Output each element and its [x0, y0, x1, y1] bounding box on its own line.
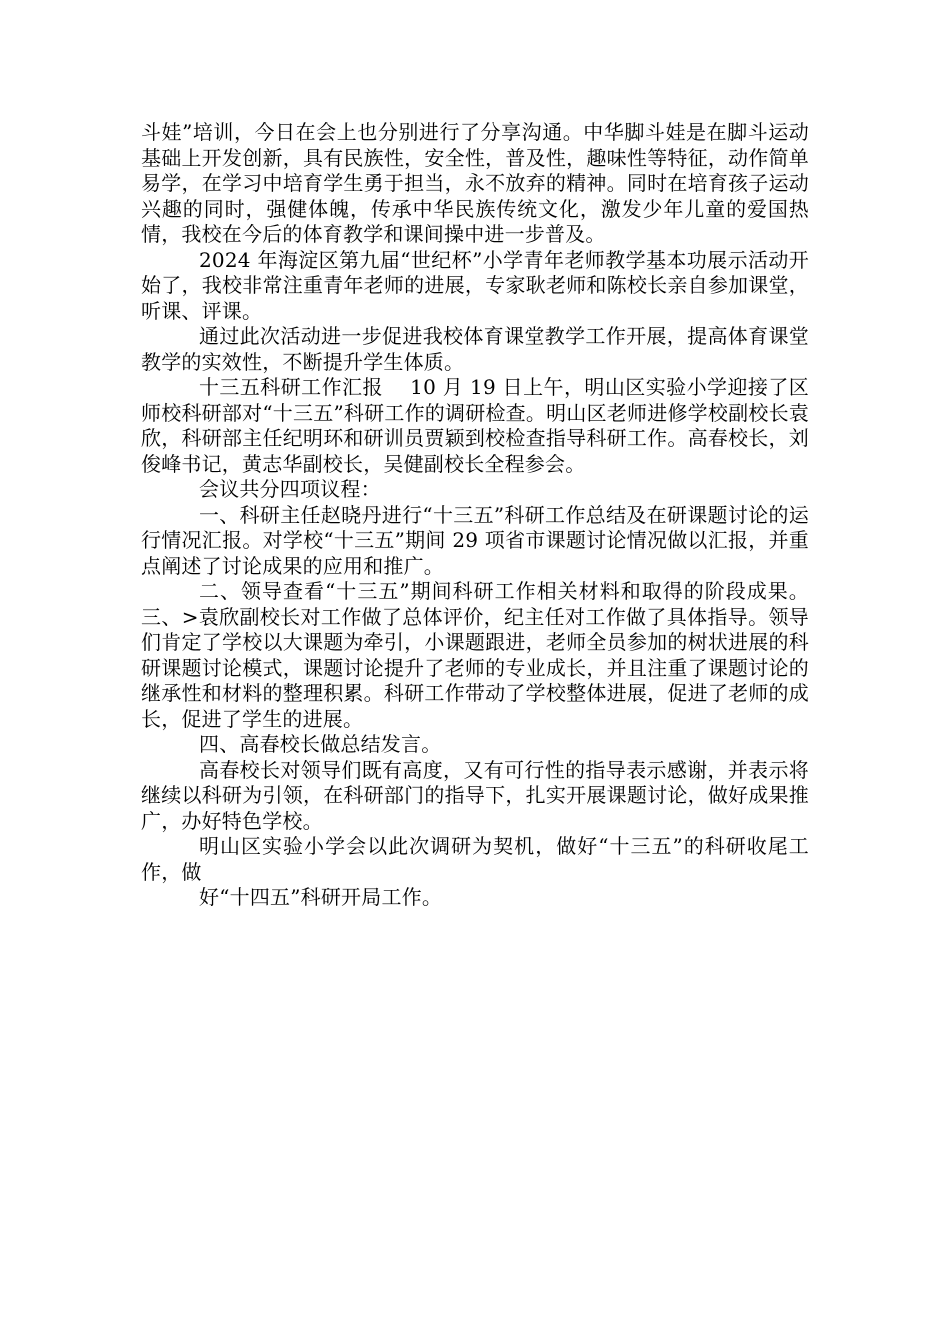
paragraph-agenda-item-4: 四、高春校长做总结发言。	[199, 732, 442, 756]
paragraph-agenda-item-2-3: 二、领导查看“十三五”期间科研工作相关材料和取得的阶段成果。三、>袁欣副校长对工作做了总体评价，纪主任对工作做了具体指导。领导们肯定了学校以大课题为牵引，小课题跟进，老师全员参加的树状进展的科研课题讨论模式，课题讨论提升了老师的专业成长，并且注重了课题讨论的继承性和材料的整理积累。科研工作带动了学校整体进展，促进了老师的成长，促进了学生的进展。	[141, 579, 809, 731]
paragraph-principal-thanks: 高春校长对领导们既有高度，又有可行性的指导表示感谢，并表示将继续以科研为引领，在科研部门的指导下，扎实开展课题讨论，做好成果推广，办好特色学校。	[141, 757, 809, 833]
paragraph-young-teacher-contest: 2024 年海淀区第九届“世纪杯”小学青年老师教学基本功展示活动开始了，我校非常注重青年老师的进展，专家耿老师和陈校长亲自参加课堂，听课、评课。	[141, 247, 809, 323]
paragraph-agenda-item-1: 一、科研主任赵晓丹进行“十三五”科研工作总结及在研课题讨论的运行情况汇报。对学校“十三五”期间 29 项省市课题讨论情况做以汇报，并重点阐述了讨论成果的应用和推广。	[141, 502, 809, 578]
paragraph-research-report: 十三五科研工作汇报 10 月 19 日上午，明山区实验小学迎接了区师校科研部对“十三五”科研工作的调研检查。明山区老师进修学校副校长袁欣，科研部主任纪明环和研训员贾颖到校检查指导科研工作。高春校长，刘俊峰书记，黄志华副校长，吴健副校长全程参会。	[141, 375, 809, 476]
document-body	[141, 120, 809, 911]
paragraph-activity-effect: 通过此次活动进一步促进我校体育课堂教学工作开展，提高体育课堂教学的实效性，不断提升学生体质。	[141, 324, 809, 374]
paragraph-conclusion-end: 好“十四五”科研开局工作。	[199, 885, 443, 909]
paragraph-conclusion: 明山区实验小学会以此次调研为契机，做好“十三五”的科研收尾工作，做	[141, 834, 809, 884]
paragraph-training: 斗娃”培训，今日在会上也分别进行了分享沟通。中华脚斗娃是在脚斗运动基础上开发创新，具有民族性，安全性，普及性，趣味性等特征，动作简单易学，在学习中培育学生勇于担当，永不放弃的精神。同时在培育孩子运动兴趣的同时，强健体魄，传承中华民族传统文化，激发少年儿童的爱国热情，我校在今后的体育教学和课间操中进一步普及。	[141, 120, 809, 246]
paragraph-agenda-intro: 会议共分四项议程：	[199, 477, 381, 501]
